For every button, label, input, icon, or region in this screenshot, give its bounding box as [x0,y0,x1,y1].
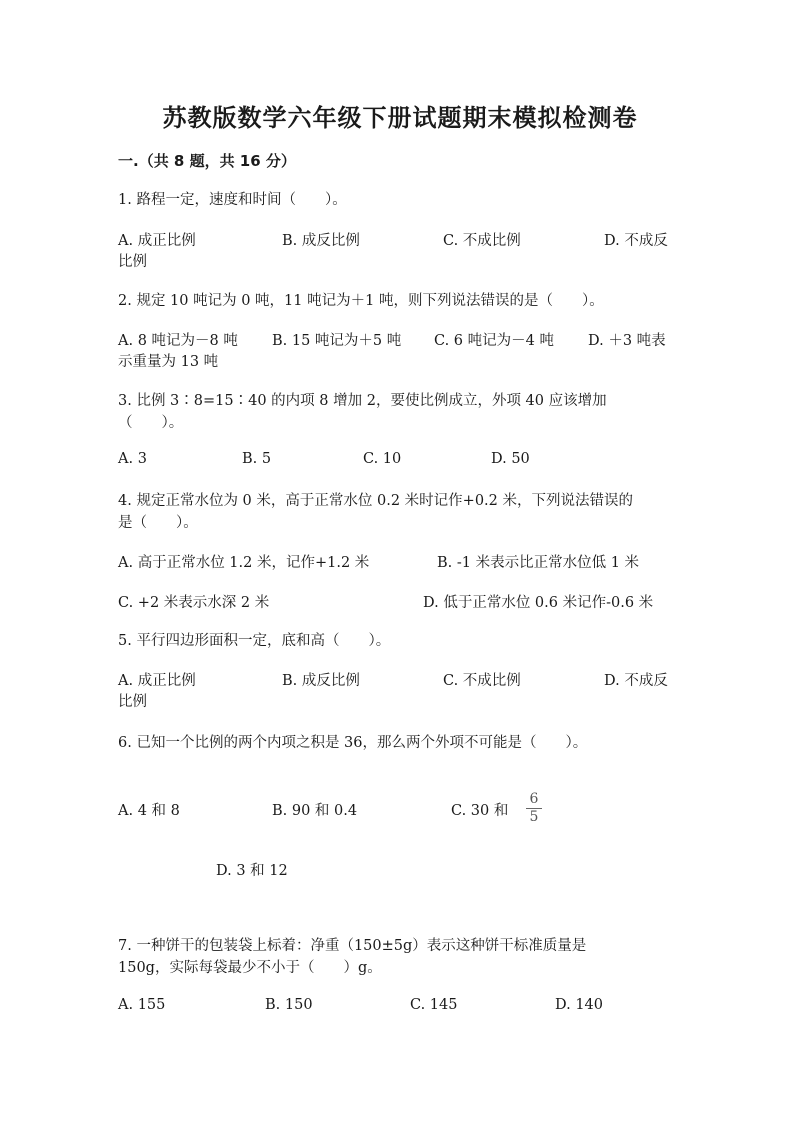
question-6-option-a: A. 4 和 8 [118,803,180,819]
question-2-option-b: B. 15 吨记为＋5 吨 [272,333,402,349]
question-1-option-a: A. 成正比例 [118,233,196,249]
question-7-stem-line-2: 150g，实际每袋最少不小于（ ）g。 [118,960,382,976]
question-3-option-c: C. 10 [363,451,402,467]
question-6-stem: 6. 已知一个比例的两个内项之积是 36，那么两个外项不可能是（ ）。 [118,735,588,751]
question-1-option-b: B. 成反比例 [282,233,360,249]
fraction-denominator: 5 [529,809,539,825]
question-4-option-c: C. +2 米表示水深 2 米 [118,595,270,611]
question-7-option-b: B. 150 [265,997,313,1013]
question-5-option-c: C. 不成比例 [443,673,521,689]
question-5-option-d-continued: 比例 [118,694,147,710]
question-7-option-a: A. 155 [118,997,166,1013]
question-6-option-d: D. 3 和 12 [216,863,288,879]
question-1-option-c: C. 不成比例 [443,233,521,249]
question-2-option-a: A. 8 吨记为－8 吨 [118,333,238,349]
question-2-option-d: D. ＋3 吨表 [588,333,666,349]
question-3-option-d: D. 50 [491,451,530,467]
question-4-option-d: D. 低于正常水位 0.6 米记作-0.6 米 [423,595,654,611]
question-3-option-b: B. 5 [242,451,272,467]
page-title: 苏教版数学六年级下册试题期末模拟检测卷 [162,104,638,132]
question-6-option-c-fraction [526,792,542,825]
question-7-option-d: D. 140 [555,997,604,1013]
question-5-stem: 5. 平行四边形面积一定，底和高（ ）。 [118,633,391,649]
question-4-stem-line-1: 4. 规定正常水位为 0 米，高于正常水位 0.2 米时记作+0.2 米，下列说法错误的 [118,493,633,509]
question-5-option-b: B. 成反比例 [282,673,360,689]
question-4-stem-line-2: 是（ ）。 [118,515,198,531]
question-2-option-c: C. 6 吨记为－4 吨 [434,333,554,349]
section-heading: 一.（共 8 题，共 16 分） [118,152,296,170]
question-7-option-c: C. 145 [410,997,458,1013]
fraction-numerator: 6 [529,791,539,807]
question-6-option-b: B. 90 和 0.4 [272,803,358,819]
question-6-option-c: C. 30 和 [451,803,509,819]
question-3-stem-line-1: 3. 比例 3∶8=15∶40 的内项 8 增加 2，要使比例成立，外项 40 应该增加 [118,393,607,409]
question-3-stem-line-2: （ ）。 [118,415,184,431]
question-7-stem-line-1: 7. 一种饼干的包装袋上标着：净重（150±5g）表示这种饼干标准质量是 [118,938,587,954]
question-4-option-a: A. 高于正常水位 1.2 米，记作+1.2 米 [118,555,370,571]
question-1-option-d: D. 不成反 [604,233,668,249]
question-5-option-d: D. 不成反 [604,673,668,689]
question-2-stem: 2. 规定 10 吨记为 0 吨，11 吨记为＋1 吨，则下列说法错误的是（ ）。 [118,293,604,309]
question-1-option-d-continued: 比例 [118,254,147,270]
question-2-option-d-continued: 示重量为 13 吨 [118,354,219,370]
question-5-option-a: A. 成正比例 [118,673,196,689]
question-4-option-b: B. -1 米表示比正常水位低 1 米 [437,555,640,571]
question-1-stem: 1. 路程一定，速度和时间（ ）。 [118,192,347,208]
question-3-option-a: A. 3 [118,451,147,467]
